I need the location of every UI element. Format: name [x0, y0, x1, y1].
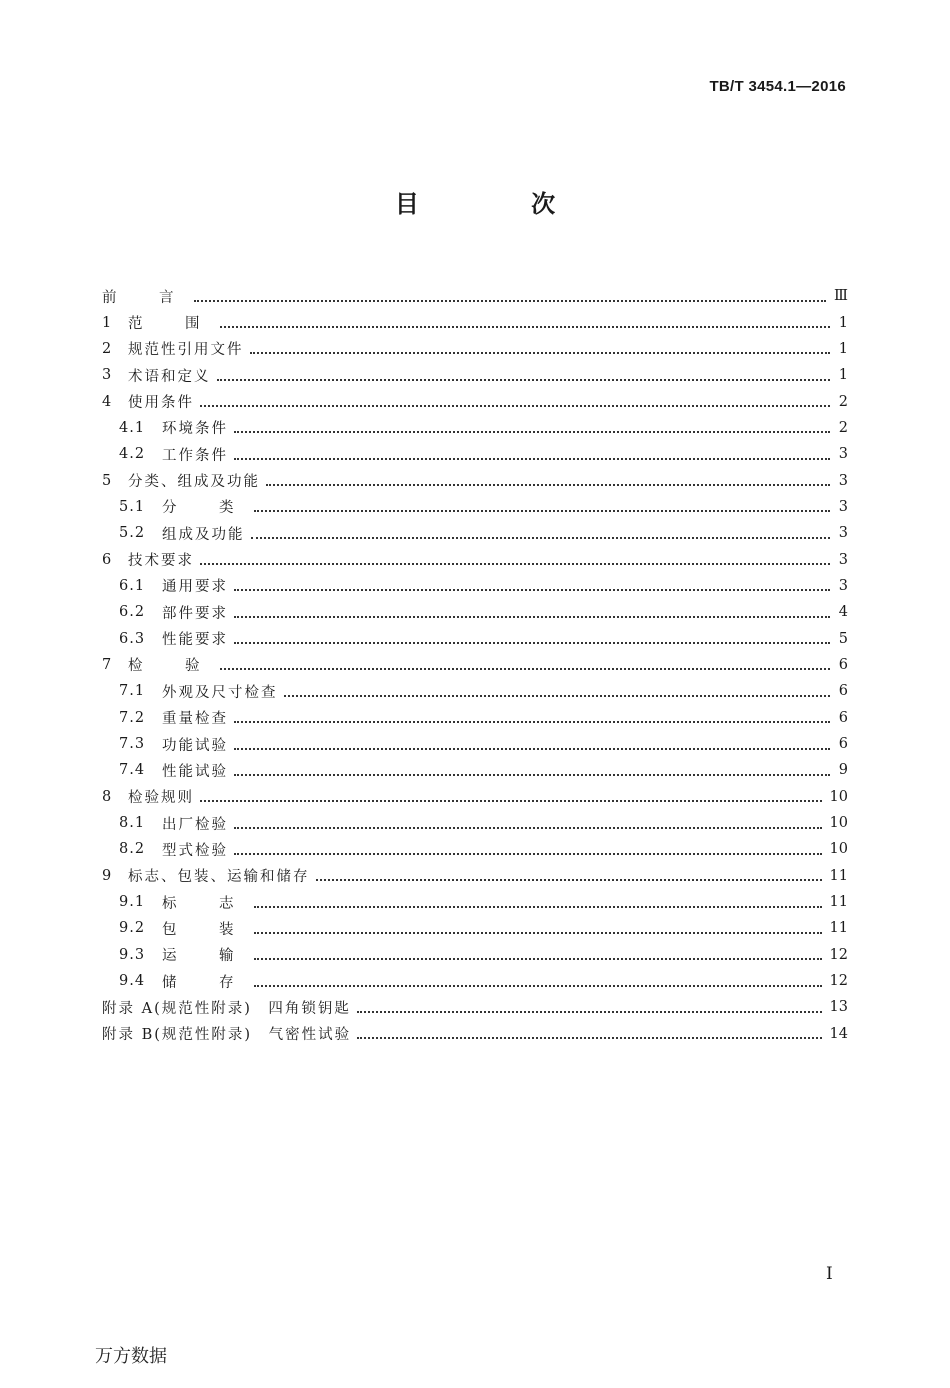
toc-entry-title: 型式检验	[162, 842, 228, 859]
toc-entry-number: 9.3	[119, 946, 146, 963]
toc-entry-title: 标志、包装、运输和储存	[128, 869, 310, 886]
toc-entry-page: 3	[838, 498, 848, 515]
toc-dot-leader	[234, 641, 830, 644]
toc-entry-title: 检 验	[128, 658, 214, 675]
toc-entry-number: 8.1	[119, 815, 146, 832]
toc-entry-title: 检验规则	[128, 790, 194, 807]
toc-entry-title: 性能试验	[162, 763, 228, 780]
toc-entry-page: Ⅲ	[834, 288, 848, 305]
toc-entry-number: 7.4	[119, 762, 146, 779]
toc-dot-leader	[234, 457, 830, 460]
toc-dot-leader	[234, 826, 822, 829]
toc-entry-page: 6	[838, 709, 848, 726]
toc-entry-page: 12	[829, 973, 848, 990]
toc-entry-number: 6	[102, 551, 113, 568]
toc-dot-leader	[220, 667, 831, 670]
toc-entry[interactable]	[102, 494, 848, 520]
toc-entry[interactable]	[102, 415, 848, 441]
toc-dot-leader	[254, 509, 831, 512]
toc-entry-title: 性能要求	[162, 632, 228, 649]
toc-entry-title: 技术要求	[128, 553, 194, 570]
toc-entry-page: 3	[838, 525, 848, 542]
toc-entry-title: 标 志	[162, 895, 248, 912]
toc-entry[interactable]	[102, 1021, 848, 1047]
page-number: I	[826, 1264, 833, 1284]
toc-entry[interactable]	[102, 388, 848, 414]
toc-entry-number: 1	[102, 314, 113, 331]
toc-entry-page: 2	[838, 393, 848, 410]
toc-entry[interactable]	[102, 784, 848, 810]
toc-dot-leader	[357, 1036, 821, 1039]
toc-dot-leader	[200, 404, 830, 407]
toc-entry-page: 6	[838, 656, 848, 673]
toc-entry-title: 外观及尺寸检查	[162, 684, 278, 701]
toc-entry-number: 9.2	[119, 920, 146, 937]
toc-entry-title: 分类、组成及功能	[128, 474, 260, 491]
toc-entry-page: 14	[829, 1025, 848, 1042]
toc-entry-number: 7.2	[119, 709, 146, 726]
toc-entry-title: 范 围	[128, 316, 214, 333]
toc-entry-title: 环境条件	[162, 421, 228, 438]
toc-entry-page: 3	[838, 577, 848, 594]
toc-entry-number: 6.1	[119, 577, 146, 594]
toc-dot-leader	[254, 905, 822, 908]
toc-entry-page: 10	[829, 815, 848, 832]
toc-entry-title: 工作条件	[162, 447, 228, 464]
toc-dot-leader	[234, 747, 830, 750]
toc-entry-page: 13	[829, 999, 848, 1016]
toc-entry[interactable]	[102, 573, 848, 599]
toc-entry-title: 储 存	[162, 974, 248, 991]
toc-entry[interactable]	[102, 441, 848, 467]
toc-dot-leader	[254, 984, 822, 987]
toc-entry-title: 运 输	[162, 948, 248, 965]
toc-entry-title: 术语和定义	[128, 368, 211, 385]
toc-entry-title: 使用条件	[128, 395, 194, 412]
toc-entry[interactable]	[102, 968, 848, 994]
toc-entry-number: 5.1	[119, 498, 146, 515]
toc-dot-leader	[217, 378, 831, 381]
toc-entry-page: 6	[838, 683, 848, 700]
toc-entry-page: 1	[838, 340, 848, 357]
toc-entry-page: 3	[838, 551, 848, 568]
toc-entry[interactable]	[102, 336, 848, 362]
toc-entry[interactable]	[102, 915, 848, 941]
toc-entry[interactable]	[102, 309, 848, 335]
toc-entry-page: 4	[838, 604, 848, 621]
toc-entry-page: 10	[829, 841, 848, 858]
toc-entry-title: 功能试验	[162, 737, 228, 754]
toc-dot-leader	[254, 957, 822, 960]
toc-entry[interactable]	[102, 731, 848, 757]
toc-dot-leader	[357, 1010, 822, 1013]
toc-entry-page: 9	[838, 762, 848, 779]
toc-entry-title: 前 言	[102, 289, 188, 306]
toc-entry[interactable]	[102, 810, 848, 836]
toc-entry[interactable]	[102, 994, 848, 1020]
toc-entry-page: 10	[829, 788, 848, 805]
toc-entry[interactable]	[102, 520, 848, 546]
toc-dot-leader	[200, 562, 830, 565]
toc-entry-page: 6	[838, 736, 848, 753]
toc-entry-number: 7	[102, 656, 113, 673]
toc-entry-number: 3	[102, 367, 113, 384]
document-code: TB/T 3454.1—2016	[709, 78, 846, 95]
toc-entry-number: 9.1	[119, 894, 146, 911]
toc-entry-page: 1	[838, 367, 848, 384]
toc-entry-number: 4	[102, 393, 113, 410]
toc-entry-page: 3	[838, 446, 848, 463]
toc-entry[interactable]	[102, 546, 848, 572]
toc-dot-leader	[200, 799, 822, 802]
toc-entry[interactable]	[102, 652, 848, 678]
toc-entry-number: 4.2	[119, 446, 146, 463]
toc-entry-number: 5	[102, 472, 113, 489]
toc-entry-page: 11	[829, 920, 848, 937]
table-of-contents	[102, 283, 848, 1047]
toc-entry-number: 8	[102, 788, 113, 805]
toc-entry[interactable]	[102, 599, 848, 625]
toc-entry-number: 6.3	[119, 630, 146, 647]
toc-entry-page: 12	[829, 946, 848, 963]
toc-dot-leader	[251, 536, 831, 539]
toc-entry-title: 部件要求	[162, 605, 228, 622]
toc-dot-leader	[234, 852, 822, 855]
toc-entry-number: 9	[102, 867, 113, 884]
toc-entry-title: 附录 A(规范性附录) 四角锁钥匙	[102, 1000, 351, 1017]
toc-dot-leader	[316, 878, 822, 881]
toc-entry-title: 分 类	[162, 500, 248, 517]
toc-entry-number: 8.2	[119, 841, 146, 858]
toc-dot-leader	[266, 483, 830, 486]
toc-entry-number: 5.2	[119, 525, 146, 542]
toc-entry-title: 通用要求	[162, 579, 228, 596]
toc-entry-number: 2	[102, 340, 113, 357]
toc-entry[interactable]	[102, 863, 848, 889]
toc-entry-page: 5	[838, 630, 848, 647]
toc-entry-number: 7.1	[119, 683, 146, 700]
toc-title: 目 次	[394, 190, 608, 218]
toc-entry[interactable]	[102, 942, 848, 968]
toc-dot-leader	[194, 299, 827, 302]
toc-entry[interactable]	[102, 362, 848, 388]
toc-entry-title: 出厂检验	[162, 816, 228, 833]
toc-entry-page: 11	[829, 894, 848, 911]
toc-entry-page: 3	[838, 472, 848, 489]
toc-entry[interactable]	[102, 757, 848, 783]
toc-dot-leader	[220, 325, 831, 328]
toc-entry-number: 7.3	[119, 736, 146, 753]
toc-entry[interactable]	[102, 889, 848, 915]
toc-dot-leader	[234, 588, 830, 591]
toc-dot-leader	[234, 615, 830, 618]
toc-entry-page: 1	[838, 314, 848, 331]
toc-dot-leader	[284, 694, 831, 697]
toc-entry-page: 11	[829, 867, 848, 884]
toc-entry-number: 9.4	[119, 973, 146, 990]
toc-entry-number: 4.1	[119, 419, 146, 436]
toc-entry[interactable]	[102, 705, 848, 731]
toc-dot-leader	[250, 351, 831, 354]
toc-dot-leader	[234, 720, 830, 723]
toc-entry[interactable]	[102, 625, 848, 651]
toc-entry-title: 包 装	[162, 921, 248, 938]
toc-dot-leader	[234, 430, 830, 433]
toc-entry-title: 重量检查	[162, 711, 228, 728]
watermark: 万方数据	[95, 1346, 167, 1367]
toc-entry[interactable]	[102, 678, 848, 704]
toc-entry-number: 6.2	[119, 604, 146, 621]
toc-entry[interactable]	[102, 467, 848, 493]
toc-entry[interactable]	[102, 836, 848, 862]
toc-dot-leader	[254, 931, 822, 934]
toc-entry-page: 2	[838, 419, 848, 436]
toc-entry-title: 附录 B(规范性附录) 气密性试验	[102, 1027, 352, 1044]
toc-entry-title: 组成及功能	[162, 526, 245, 543]
toc-entry[interactable]	[102, 283, 848, 309]
toc-entry-title: 规范性引用文件	[128, 342, 244, 359]
toc-dot-leader	[234, 773, 830, 776]
